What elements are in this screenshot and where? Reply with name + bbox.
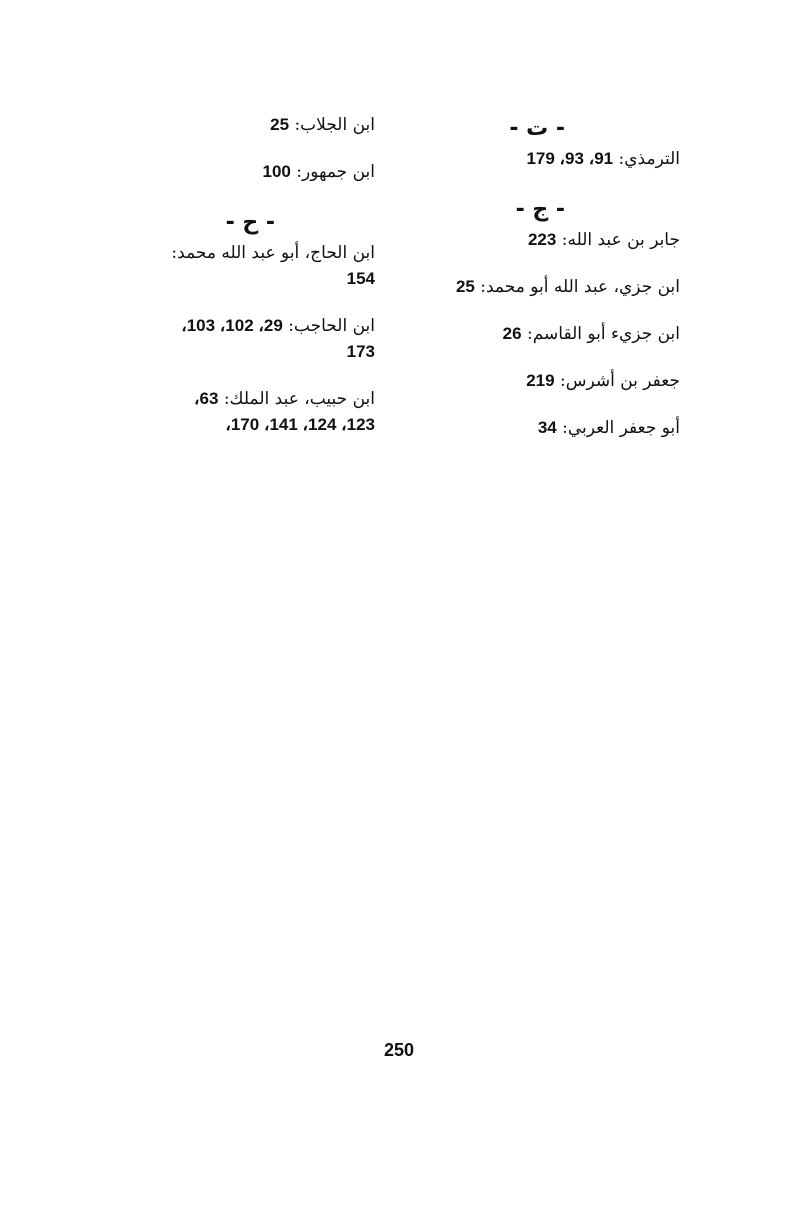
entry-name: ابن جزيء أبو القاسم:	[527, 324, 680, 344]
entry-page-refs-continued: 123، 124، 141، 170،	[225, 415, 375, 434]
entry-page-refs: 100	[262, 162, 291, 181]
entry-name: ابن الجلاب:	[294, 115, 375, 135]
entry-name: الترمذي:	[618, 149, 680, 169]
index-column-left	[100, 112, 375, 459]
page-number: 250	[383, 1040, 415, 1060]
entry-page-refs: 223	[527, 230, 557, 249]
entry-page-refs-continued: 173	[346, 342, 375, 361]
entry-page-refs: 25	[270, 115, 290, 134]
entry-name: جابر بن عبد الله:	[561, 230, 680, 250]
section-heading-ta: - ت -	[509, 116, 565, 141]
index-entry-ibn-hajj	[100, 240, 375, 292]
section-heading-ha: - ح -	[225, 210, 275, 235]
entry-page-refs: 91، 93، 179	[526, 149, 614, 168]
entry-page-refs: 63،	[194, 389, 219, 408]
entry-page-refs: 154	[346, 269, 375, 288]
index-entry-ibn-jumhur	[100, 159, 375, 185]
entry-page-refs: 219	[526, 371, 555, 390]
index-entry-ibn-habib	[100, 386, 375, 438]
entry-name: ابن الحاج، أبو عبد الله محمد:	[171, 243, 375, 263]
entry-page-refs: 26	[502, 324, 522, 343]
index-entry-ibn-juzay-qasim	[405, 321, 680, 347]
entry-page-refs: 29، 102، 103،	[181, 316, 283, 335]
entry-page-refs: 34	[537, 418, 557, 437]
index-entry-ibn-jallab	[100, 112, 375, 138]
index-entry-ibn-juzay-abdallah	[405, 274, 680, 300]
index-entry-tirmidhi	[405, 146, 680, 172]
entry-name: ابن الحاجب:	[288, 316, 375, 336]
entry-name: ابن جزي، عبد الله أبو محمد:	[480, 277, 680, 297]
entry-name: ابن حبيب، عبد الملك:	[223, 389, 375, 409]
entry-name: ابن جمهور:	[296, 162, 375, 182]
entry-name: أبو جعفر العربي:	[562, 418, 680, 438]
index-entry-jabir	[405, 227, 680, 253]
entry-page-refs: 25	[455, 277, 475, 296]
index-column-right	[405, 112, 680, 462]
section-heading-jim: - ج -	[515, 197, 565, 222]
entry-name: جعفر بن أشرس:	[560, 371, 680, 391]
index-entry-ibn-hajib	[100, 313, 375, 365]
index-entry-abu-jafar	[405, 415, 680, 441]
index-entry-jafar-ashras	[405, 368, 680, 394]
